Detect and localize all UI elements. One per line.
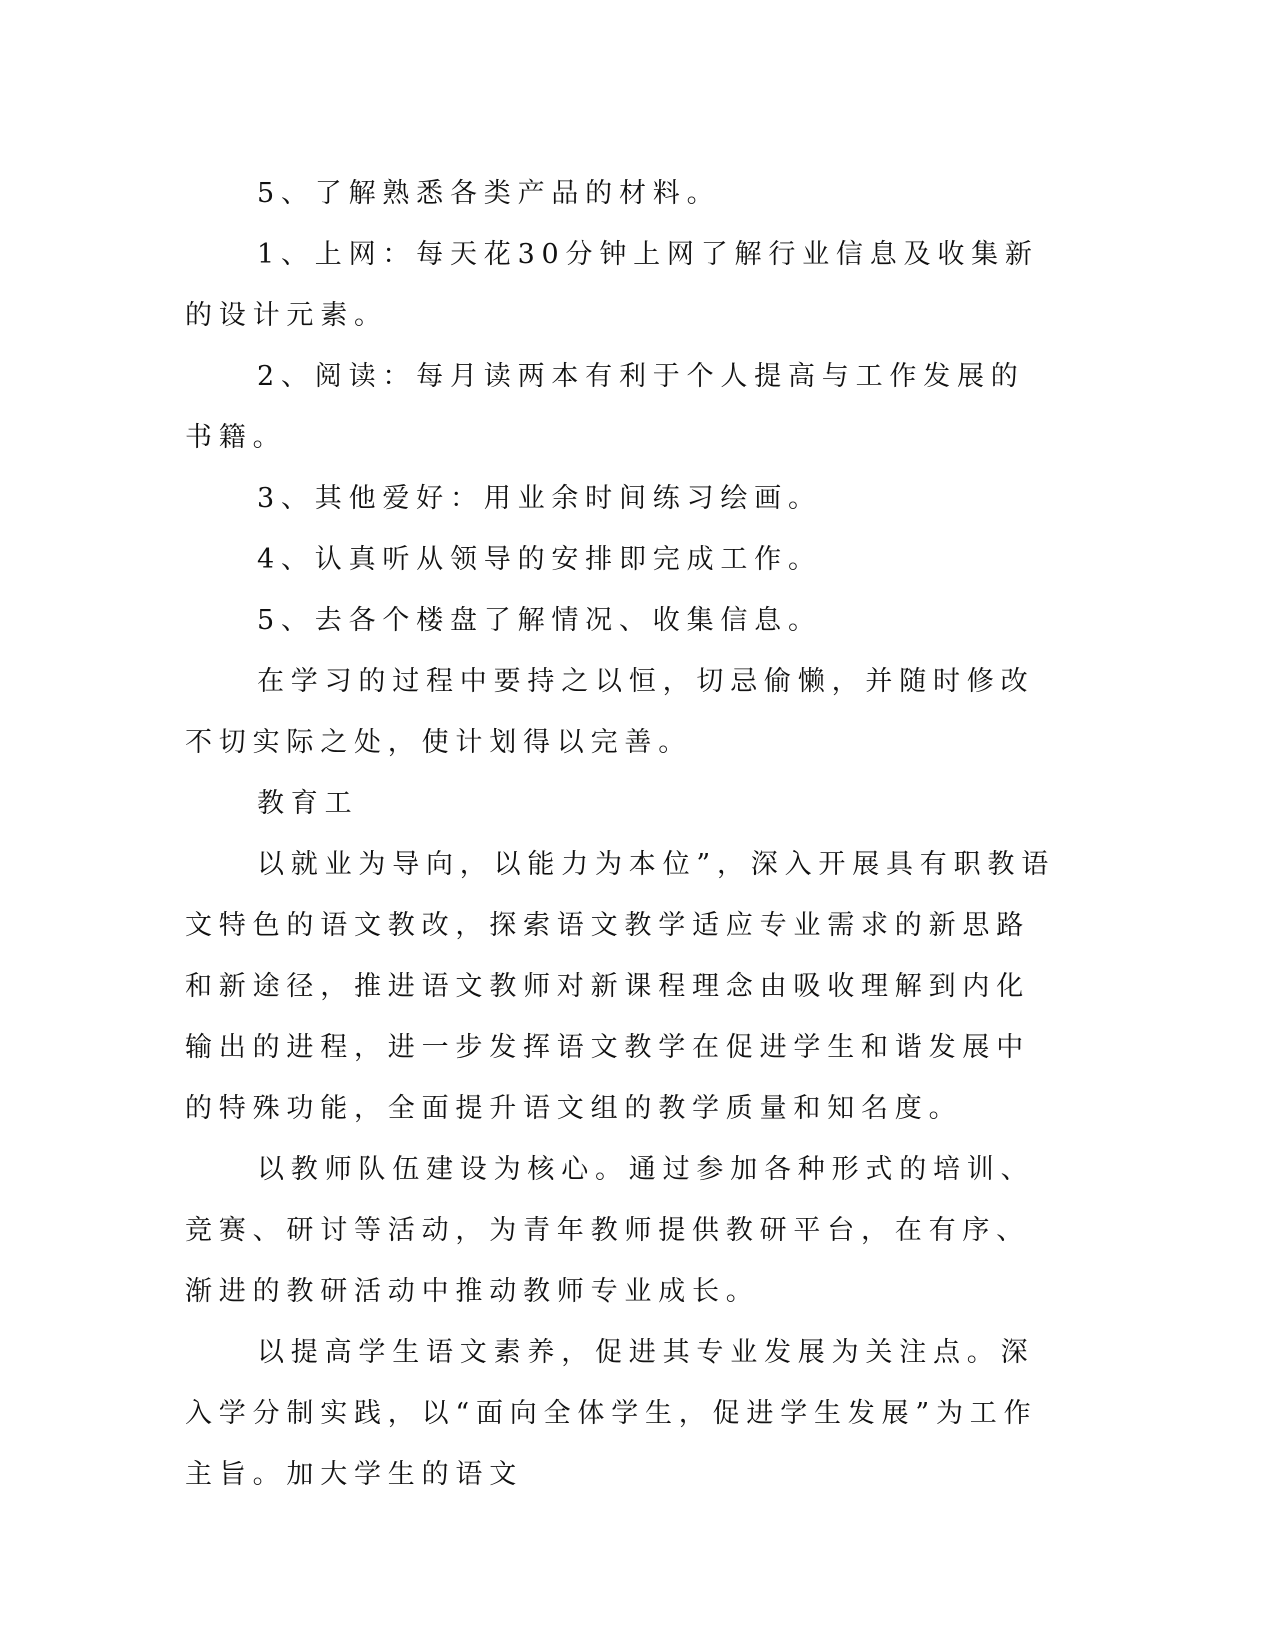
paragraph-student-literacy: 以提高学生语文素养，促进其专业发展为关注点。深入学分制实践，以“面向全体学生，促进学生发展”为工作主旨。加大学生的语文: [185, 1337, 1038, 1490]
section-heading-education: 教育工: [257, 788, 359, 819]
paragraph-item-3-hobbies: 3、其他爱好：用业余时间练习绘画。: [257, 483, 822, 514]
paragraph-item-1-internet: 1、上网：每天花30分钟上网了解行业信息及收集新的设计元素。: [185, 239, 1039, 331]
paragraph-item-5-materials: 5、了解熟悉各类产品的材料。: [257, 178, 721, 209]
paragraph-perseverance: 在学习的过程中要持之以恒，切忌偷懒，并随时修改不切实际之处，使计划得以完善。: [185, 666, 1035, 758]
paragraph-item-4-follow-arrangements: 4、认真听从领导的安排即完成工作。: [257, 544, 822, 575]
document-body: [185, 163, 1055, 1505]
paragraph-item-5-collect-info: 5、去各个楼盘了解情况、收集信息。: [257, 605, 822, 636]
paragraph-employment-orientation: 以就业为导向，以能力为本位”，深入开展具有职教语文特色的语文教改，探索语文教学适应专业需求的新思路和新途径，推进语文教师对新课程理念由吸收理解到内化输出的进程，进一步发挥语文教学在促进学生和谐发展中的特殊功能，全面提升语文组的教学质量和知名度。: [185, 849, 1056, 1124]
paragraph-item-2-reading: 2、阅读：每月读两本有利于个人提高与工作发展的书籍。: [185, 361, 1025, 453]
paragraph-teacher-team: 以教师队伍建设为核心。通过参加各种形式的培训、竞赛、研讨等活动，为青年教师提供教研平台，在有序、渐进的教研活动中推动教师专业成长。: [185, 1154, 1035, 1307]
